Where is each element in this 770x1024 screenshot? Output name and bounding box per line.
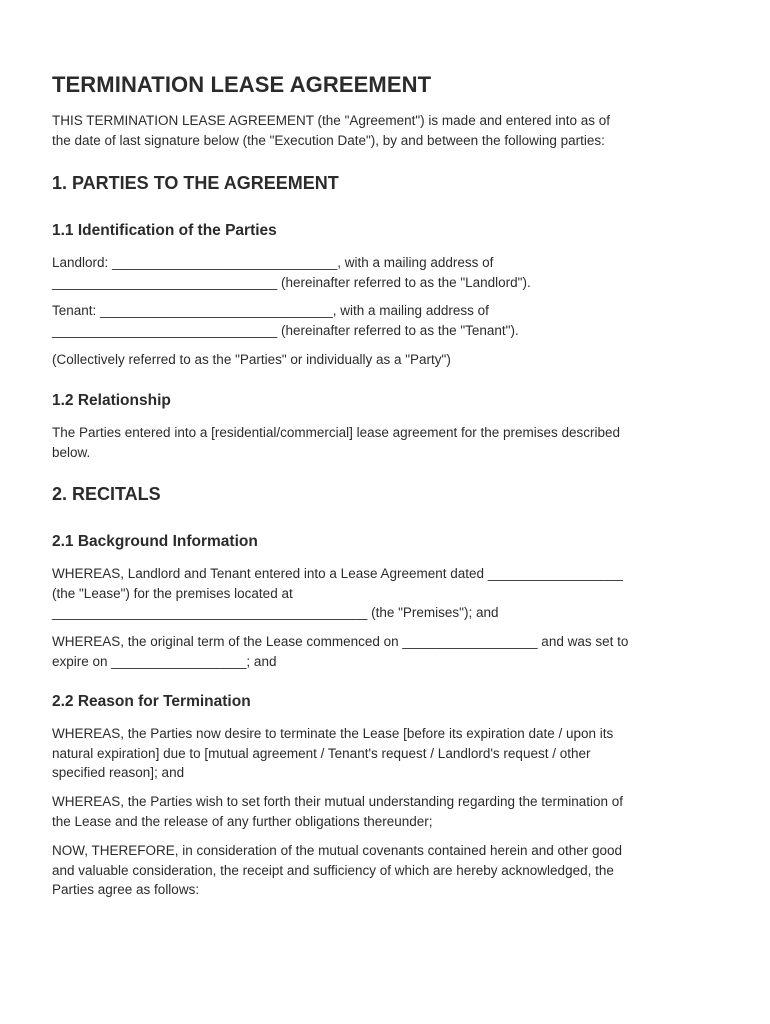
landlord-line: Landlord: ______________________________, with a mailing address of <box>52 255 494 270</box>
intro-paragraph <box>52 111 722 150</box>
whereas-term-paragraph <box>52 632 722 671</box>
whereas-line: WHEREAS, the original term of the Lease commenced on __________________ and was set to <box>52 634 629 649</box>
section-heading-parties: 1. PARTIES TO THE AGREEMENT <box>52 173 339 193</box>
whereas-line: the Lease and the release of any further obligations thereunder; <box>52 813 433 829</box>
whereas-line: WHEREAS, Landlord and Tenant entered into a Lease Agreement dated __________________ <box>52 566 623 581</box>
intro-line: the date of last signature below (the "Execution Date"), by and between the following parties: <box>52 132 605 148</box>
section-heading-recitals: 2. RECITALS <box>52 484 161 504</box>
tenant-paragraph <box>52 301 722 340</box>
tenant-line: Tenant: _______________________________, with a mailing address of <box>52 303 489 318</box>
subsection-heading-background: 2.1 Background Information <box>52 533 258 550</box>
now-therefore-line: Parties agree as follows: <box>52 882 200 897</box>
relationship-line: The Parties entered into a [residential/commercial] lease agreement for the premises described <box>52 425 621 440</box>
collectively-paragraph <box>52 350 722 370</box>
now-therefore-paragraph <box>52 841 722 900</box>
intro-line: THIS TERMINATION LEASE AGREEMENT (the "Agreement") is made and entered into as of <box>52 113 611 128</box>
subsection-heading-relationship: 1.2 Relationship <box>52 392 171 409</box>
whereas-line: specified reason]; and <box>52 765 185 780</box>
whereas-line: expire on __________________; and <box>52 653 277 669</box>
tenant-line: ______________________________ (hereinafter referred to as the "Tenant"). <box>52 322 519 338</box>
landlord-line: ______________________________ (hereinafter referred to as the "Landlord"). <box>52 274 531 290</box>
whereas-line: WHEREAS, the Parties wish to set forth their mutual understanding regarding the termination of <box>52 794 624 809</box>
relationship-line: below. <box>52 444 91 460</box>
whereas-terminate-paragraph <box>52 724 722 783</box>
whereas-line: natural expiration] due to [mutual agreement / Tenant's request / Landlord's request / other <box>52 745 591 761</box>
landlord-paragraph <box>52 253 722 292</box>
subsection-heading-reason: 2.2 Reason for Termination <box>52 693 251 710</box>
now-therefore-line: NOW, THEREFORE, in consideration of the mutual covenants contained herein and other good <box>52 843 623 858</box>
document-title: TERMINATION LEASE AGREEMENT <box>52 72 432 97</box>
whereas-line: (the "Lease") for the premises located at <box>52 585 293 601</box>
whereas-line: __________________________________________ (the "Premises"); and <box>52 605 499 620</box>
relationship-paragraph <box>52 423 722 462</box>
whereas-line: WHEREAS, the Parties now desire to terminate the Lease [before its expiration date / upon its <box>52 726 614 741</box>
subsection-heading-identification: 1.1 Identification of the Parties <box>52 222 277 239</box>
whereas-understanding-paragraph <box>52 792 722 831</box>
whereas-lease-paragraph <box>52 564 722 623</box>
collectively-line: (Collectively referred to as the "Parties" or individually as a "Party") <box>52 352 451 367</box>
now-therefore-line: and valuable consideration, the receipt and sufficiency of which are hereby acknowledged, the <box>52 862 614 878</box>
